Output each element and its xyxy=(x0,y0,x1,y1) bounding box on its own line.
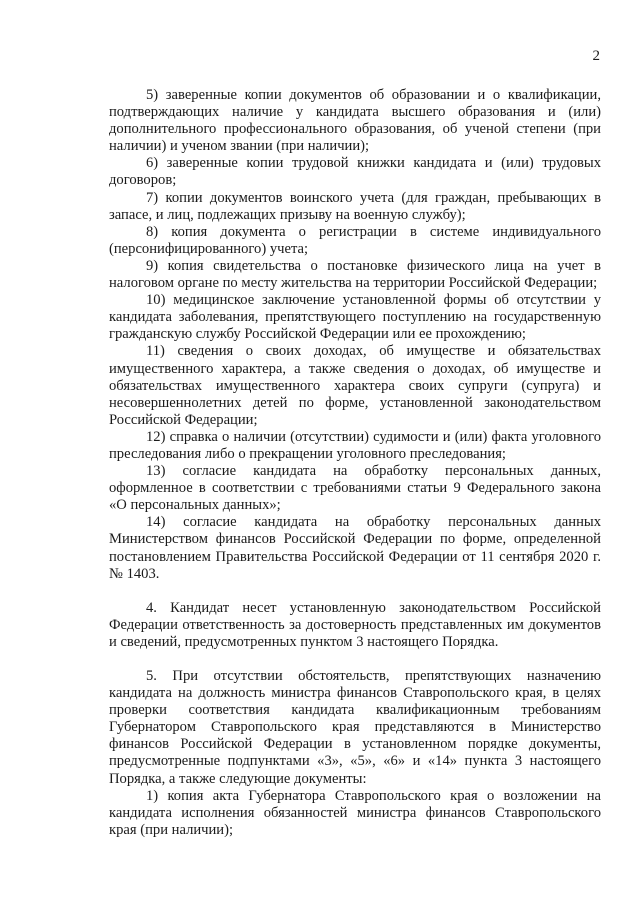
list-item-9: 9) копия свидетельства о постановке физического лица на учет в налоговом органе по месту жительства на территории Российской Федерации; xyxy=(109,257,601,292)
list-item-5: 5) заверенные копии документов об образовании и о квалификации, подтверждающих наличие у кандидата высшего образования и (или) дополнительного профессионального образования, об ученой степени (при наличии) и ученом звании (при наличии); xyxy=(109,87,601,155)
section-5-item-1: 1) копия акта Губернатора Ставропольского края о возложении на кандидата исполнения обязанностей министра финансов Ставропольского края (при наличии); xyxy=(109,787,601,838)
paragraph-spacer xyxy=(109,583,601,600)
page-number: 2 xyxy=(592,48,600,64)
list-item-8: 8) копия документа о регистрации в системе индивидуального (персонифицированного) учета; xyxy=(109,223,601,257)
section-4: 4. Кандидат несет установленную законодательством Российской Федерации ответственность за достоверность представленных им документов и сведений, предусмотренных пунктом 3 настоящего Порядка. xyxy=(109,599,601,650)
document-body xyxy=(109,87,601,839)
section-5: 5. При отсутствии обстоятельств, препятствующих назначению кандидата на должность министра финансов Ставропольского края, в целях проверки соответствия кандидата квалификационным требованиям Губернатором Ставропольского края представляются в Министерство финансов Российской Федерации в установленном порядке документы, предусмотренные подпунктами «3», «5», «6» и «14» пункта 3 настоящего Порядка, а также следующие документы: xyxy=(109,668,601,787)
list-item-13: 13) согласие кандидата на обработку персональных данных, оформленное в соответствии с требованиями статьи 9 Федерального закона «О персональных данных»; xyxy=(109,463,601,514)
list-item-12: 12) справка о наличии (отсутствии) судимости и (или) факта уголовного преследования либо о прекращении уголовного преследования; xyxy=(109,428,601,462)
list-item-6: 6) заверенные копии трудовой книжки кандидата и (или) трудовых договоров; xyxy=(109,155,601,189)
list-item-11: 11) сведения о своих доходах, об имуществе и обязательствах имущественного характера, а также сведения о доходах, об имуществе и обязательствах имущественного характера своих супруги (супруга) и несовершеннолетних детей по форме, установленной законодательством Российской Федерации; xyxy=(109,343,601,428)
paragraph-spacer xyxy=(109,651,601,668)
list-item-10: 10) медицинское заключение установленной формы об отсутствии у кандидата заболевания, препятствующего поступлению на государственную гражданскую службу Российской Федерации или ее прохождению; xyxy=(109,292,601,343)
list-item-7: 7) копии документов воинского учета (для граждан, пребывающих в запасе, и лиц, подлежащих призыву на военную службу); xyxy=(109,189,601,223)
list-item-14: 14) согласие кандидата на обработку персональных данных Министерством финансов Российской Федерации по форме, определенной постановлением Правительства Российской Федерации от 11 сентября 2020 г. № 1403. xyxy=(109,514,601,582)
